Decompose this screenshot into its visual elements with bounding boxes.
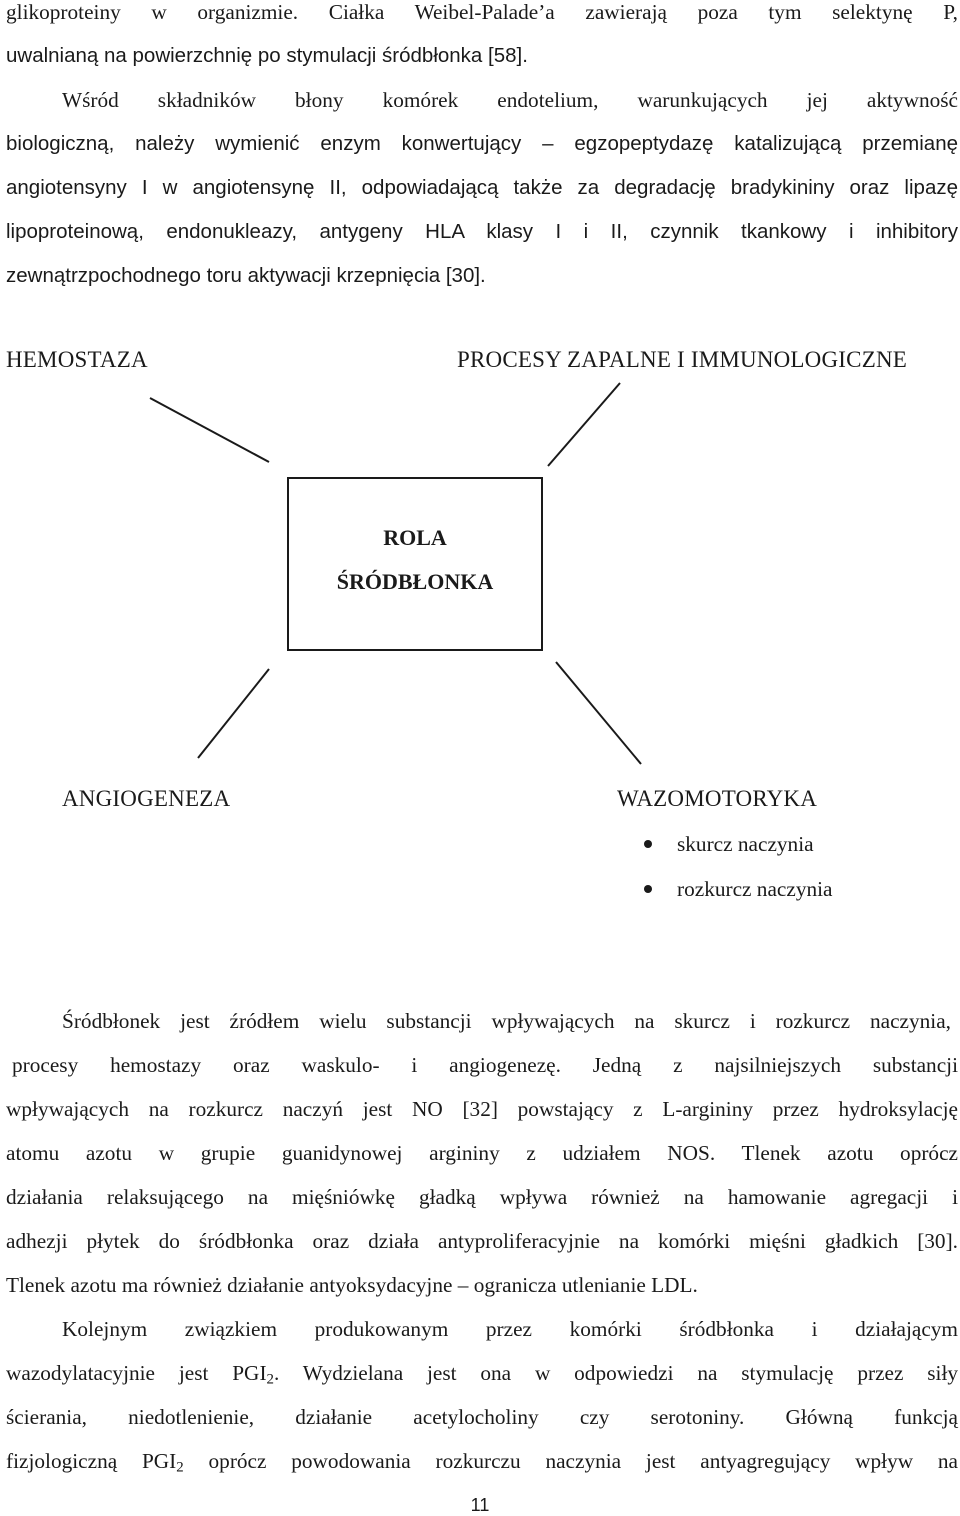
connector-wazomotoryka — [556, 662, 641, 764]
text-line: Tlenek azotu ma również działanie antyoksydacyjne – ogranicza utlenianie LDL. — [6, 1273, 698, 1297]
text-line: Kolejnym związkiem produkowanym przez komórki śródbłonka i działającym — [62, 1317, 958, 1341]
text-line: Śródbłonek jest źródłem wielu substancji wpływających na skurcz i rozkurcz naczynia, — [62, 1009, 951, 1033]
diagram-center-box — [287, 477, 543, 651]
text-line: działania relaksującego na mięśniówkę gładką wpływa również na hamowanie agregacji i — [6, 1185, 958, 1209]
subscript: 2 — [176, 1459, 184, 1476]
text-line: lipoproteinową, endonukleazy, antygeny HLA klasy I i II, czynnik tkankowy i inhibitory — [6, 220, 958, 243]
subscript: 2 — [266, 1371, 274, 1388]
text-line: glikoproteiny w organizmie. Ciałka Weibel-Palade’a zawierają poza tym selektynę P, — [6, 0, 958, 24]
text-line: wpływających na rozkurcz naczyń jest NO [32] powstający z L-argininy przez hydroksylację — [6, 1097, 958, 1121]
text-segment: wazodylatacyjnie jest PGI — [6, 1361, 267, 1385]
text-segment: fizjologiczną PGI — [6, 1449, 177, 1473]
text-line: biologiczną, należy wymienić enzym konwertujący – egzopeptydazę katalizującą przemianę — [6, 132, 958, 155]
text-line: angiotensyny I w angiotensynę II, odpowiadającą także za degradację bradykininy oraz lipazę — [6, 176, 958, 199]
diagram-label-hemostaza: HEMOSTAZA — [6, 347, 148, 372]
connector-angiogeneza — [198, 669, 269, 758]
diagram-label-angiogeneza: ANGIOGENEZA — [62, 786, 231, 811]
text-line: zewnątrzpochodnego toru aktywacji krzepnięcia [30]. — [6, 264, 486, 287]
text-line: procesy hemostazy oraz waskulo- i angiogenezę. Jedną z najsilniejszych substancji — [12, 1053, 958, 1077]
text-line: atomu azotu w grupie guanidynowej argininy z udziałem NOS. Tlenek azotu oprócz — [6, 1141, 958, 1165]
text-line: uwalnianą na powierzchnię po stymulacji śródbłonka [58]. — [6, 44, 528, 67]
text-segment: . Wydzielana jest ona w odpowiedzi na stymulację przez siły — [274, 1361, 959, 1385]
diagram-center-line1: ROLA — [383, 525, 447, 550]
text-line: Wśród składników błony komórek endotelium, warunkujących jej aktywność — [62, 88, 958, 112]
text-line — [6, 1351, 958, 1395]
list-item: rozkurcz naczynia — [677, 877, 833, 901]
text-segment: oprócz powodowania rozkurczu naczynia jest antyagregujący wpływ na — [183, 1449, 959, 1473]
diagram-center-line2: ŚRÓDBŁONKA — [336, 569, 494, 594]
text-line — [6, 1439, 958, 1483]
diagram-label-procesy-zapalne: PROCESY ZAPALNE I IMMUNOLOGICZNE — [457, 347, 908, 372]
diagram-label-wazomotoryka: WAZOMOTORYKA — [617, 786, 818, 811]
text-line: ścierania, niedotlenienie, działanie acetylocholiny czy serotoniny. Główną funkcją — [6, 1405, 958, 1429]
bullet-icon — [644, 885, 652, 893]
list-item: skurcz naczynia — [677, 832, 814, 856]
page-number: 11 — [470, 1495, 490, 1515]
text-line: adhezji płytek do śródbłonka oraz działa antyproliferacyjnie na komórki mięśni gładkich [30]. — [6, 1229, 958, 1253]
bullet-icon — [644, 840, 652, 848]
connector-procesy — [548, 383, 620, 466]
connector-hemostaza — [150, 398, 269, 462]
